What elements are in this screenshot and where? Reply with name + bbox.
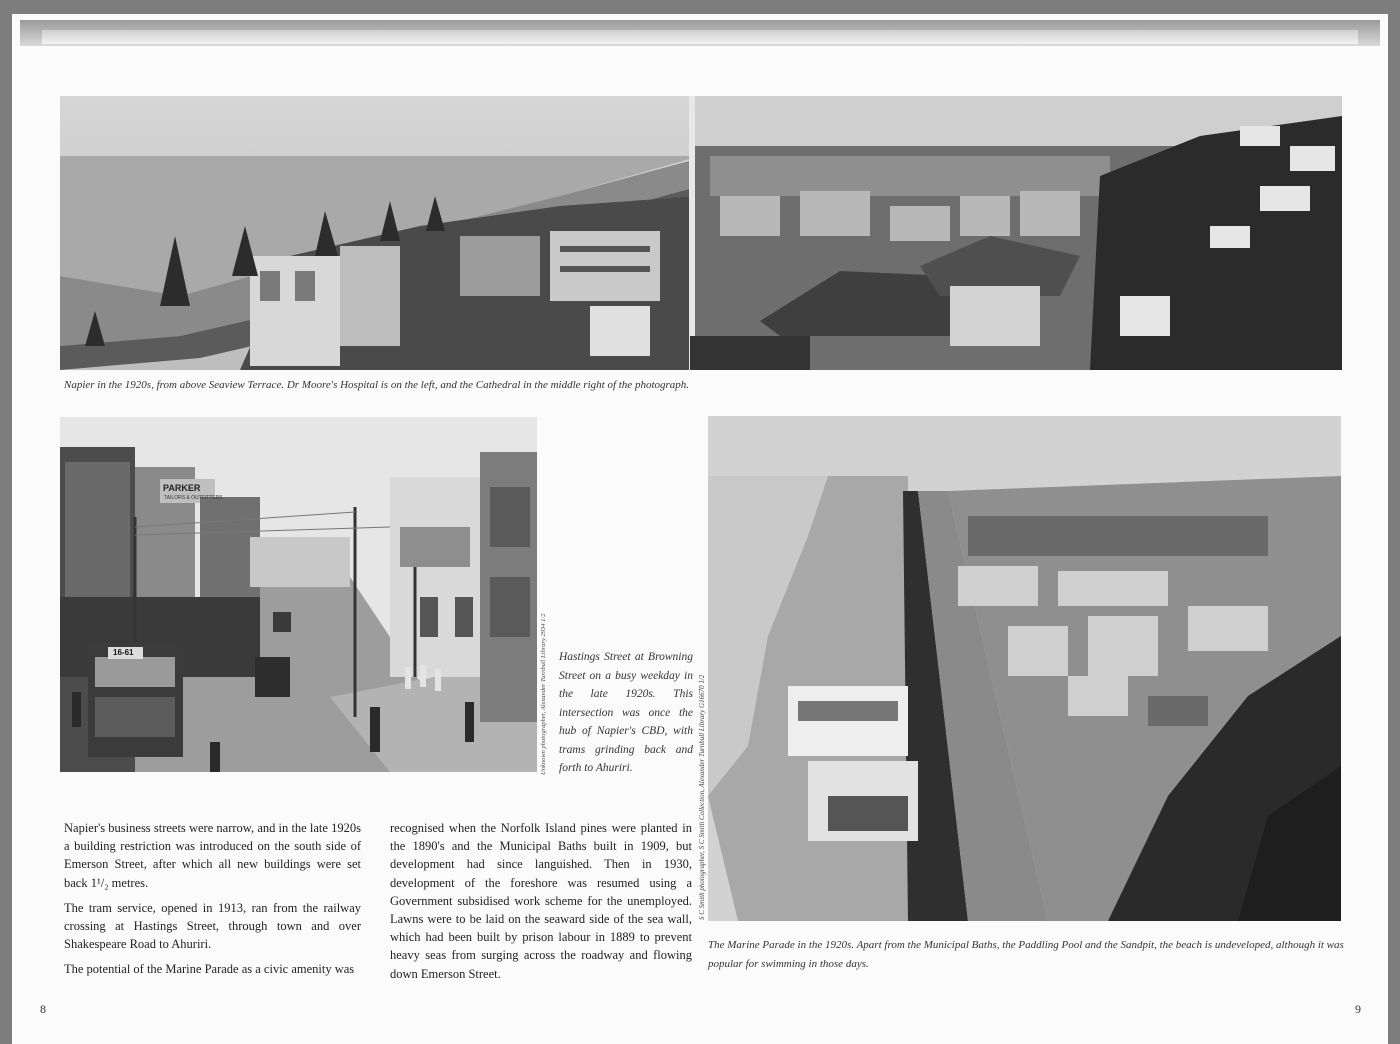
street-photo-credit: Unknown photographer, Alexander Turnbull Library 2934 1/2 [540, 613, 547, 775]
tram-number-sign: 16-61 [113, 648, 134, 657]
marine-parade-photo [708, 416, 1341, 921]
parade-photo-credit: S C Smith photographer, S C Smith Collection, Alexander Turnbull Library G16670 1/2 [698, 674, 706, 920]
article-column-1 [64, 819, 361, 986]
article-column-2 [390, 819, 692, 990]
parker-shop-sign-sub: TAILORS & OUTFITTERS [164, 495, 223, 501]
page-number-left: 8 [40, 1002, 46, 1016]
article-paragraph: The tram service, opened in 1913, ran from the railway crossing at Hastings Street, through town and over Shakespeare Road to Ahuriri. [64, 900, 361, 952]
hastings-street-photo [60, 417, 537, 772]
page-top-edge-inner [42, 30, 1358, 44]
parade-photo-caption: The Marine Parade in the 1920s. Apart from the Municipal Baths, the Paddling Pool and the Sandpit, the beach is undeveloped, although it was popular for swimming in those days. [708, 939, 1344, 970]
parade-image [708, 416, 1341, 921]
parker-shop-sign: PARKER [163, 483, 201, 493]
article-paragraph: The potential of the Marine Parade as a civic amenity was [64, 962, 355, 977]
napier-panorama-photo [60, 96, 1342, 370]
page-number-right: 9 [1355, 1002, 1361, 1016]
street-image [60, 417, 537, 772]
panorama-caption: Napier in the 1920s, from above Seaview Terrace. Dr Moore's Hospital is on the left, and the Cathedral in the middle right of the photograph. [64, 379, 690, 391]
article-paragraph: Napier's business streets were narrow, and in the late 1920s a building restriction was introduced on the south side of Emerson Street, after which all new buildings were set back 1¹/₂ metres. [64, 821, 361, 890]
street-photo-caption: Hastings Street at Browning Street on a busy weekday in the late 1920s. This intersection was once the hub of Napier's CBD, with trams grinding back and forth to Ahuriri. [559, 651, 693, 774]
panorama-image [60, 96, 1342, 370]
article-paragraph: recognised when the Norfolk Island pines were planted in the 1890's and the Municipal Baths built in 1909, but development had since languished. Then in 1930, development of the foreshore was resumed using a Government subsidised work scheme for the unemployed. Lawns were to be laid on the seaward side of the sea wall, which had been built by prison labour in 1889 to prevent heavy seas from surging across the roadway and flowing down Emerson Street. [390, 821, 692, 981]
